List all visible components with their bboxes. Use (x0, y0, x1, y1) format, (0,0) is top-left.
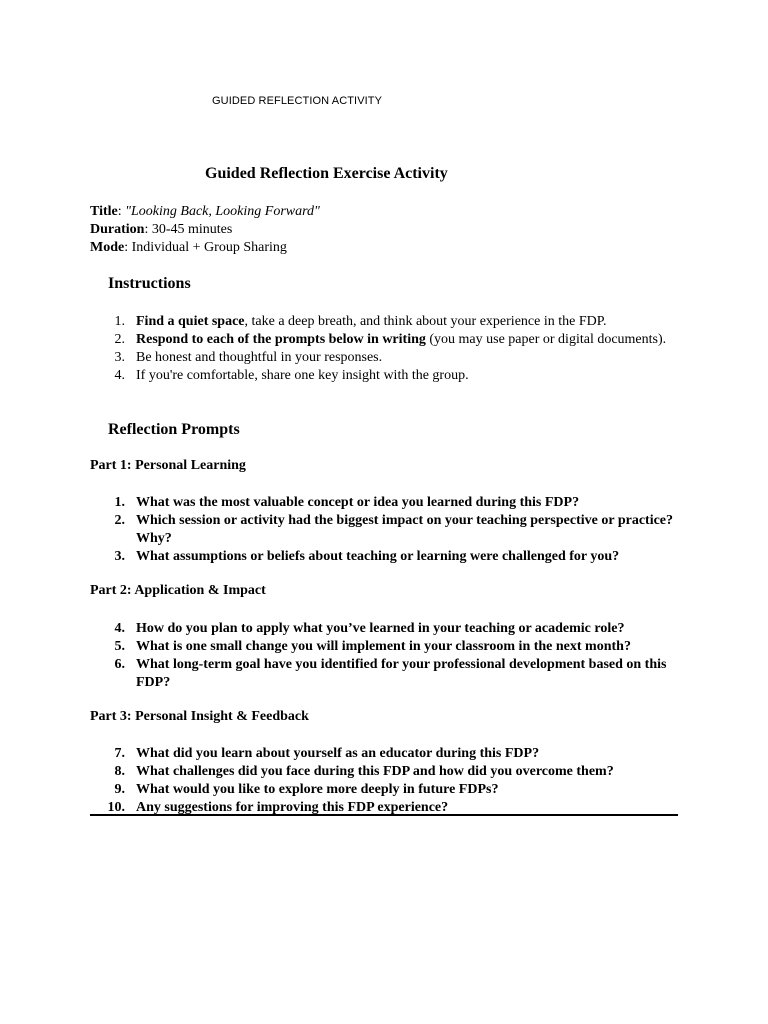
prompt-text: Any suggestions for improving this FDP experience? (136, 800, 449, 815)
item-text: If you're comfortable, share one key insight with the group. (136, 368, 469, 383)
list-number: 8. (114, 764, 125, 779)
instructions-heading: Instructions (108, 275, 191, 292)
reflection-prompts-heading: Reflection Prompts (108, 421, 240, 438)
activity-meta (90, 203, 320, 257)
meta-duration-value: 30-45 minutes (151, 222, 233, 237)
document-title: Guided Reflection Exercise Activity (205, 165, 448, 182)
list-item (90, 745, 680, 763)
instructions-list (90, 313, 680, 385)
list-item (90, 620, 680, 638)
prompt-text: How do you plan to apply what you’ve learned in your teaching or academic role? (136, 621, 625, 636)
prompt-text: What is one small change you will implement in your classroom in the next month? (136, 639, 631, 654)
prompt-text: What challenges did you face during this FDP and how did you overcome them? (136, 764, 614, 779)
item-emphasis: Find a quiet space (136, 314, 245, 329)
list-number: 1. (114, 495, 125, 510)
list-number: 7. (114, 746, 125, 761)
meta-mode-value: Individual + Group Sharing (131, 240, 287, 255)
list-item (90, 763, 680, 781)
item-emphasis: Respond to each of the prompts below in writing (136, 332, 426, 347)
list-item (90, 494, 680, 512)
list-item (90, 781, 680, 799)
prompt-text: What long-term goal have you identified for your professional development based on this FDP? (136, 657, 667, 690)
part-2-heading: Part 2: Application & Impact (90, 583, 266, 598)
list-number: 2. (114, 513, 125, 528)
meta-mode-line (90, 239, 320, 257)
prompt-text: What assumptions or beliefs about teaching or learning were challenged for you? (136, 549, 620, 564)
list-number: 1. (114, 314, 125, 329)
part-3-prompts (90, 745, 680, 817)
list-number: 3. (114, 350, 125, 365)
list-item (90, 367, 680, 385)
meta-duration-label: Duration (90, 222, 145, 237)
list-item (90, 313, 680, 331)
prompt-text: What was the most valuable concept or idea you learned during this FDP? (136, 495, 580, 510)
list-item (90, 638, 680, 656)
item-text: , take a deep breath, and think about your experience in the FDP. (244, 314, 607, 329)
list-number: 10. (107, 800, 125, 815)
list-item (90, 331, 680, 349)
prompt-text: What did you learn about yourself as an educator during this FDP? (136, 746, 540, 761)
item-text: (you may use paper or digital documents). (425, 332, 667, 347)
list-number: 9. (114, 782, 125, 797)
list-item (90, 349, 680, 367)
prompt-text: What would you like to explore more deeply in future FDPs? (136, 782, 499, 797)
meta-mode-label: Mode (90, 240, 125, 255)
prompt-text: Which session or activity had the biggest impact on your teaching perspective or practice? Why? (136, 513, 674, 546)
page-header: GUIDED REFLECTION ACTIVITY (212, 95, 383, 107)
list-number: 4. (114, 368, 125, 383)
meta-separator: : (117, 204, 126, 219)
meta-separator: : (144, 222, 152, 237)
list-number: 3. (114, 549, 125, 564)
list-number: 4. (114, 621, 125, 636)
list-number: 2. (114, 332, 125, 347)
part-1-prompts (90, 494, 680, 566)
meta-separator: : (124, 240, 132, 255)
part-1-heading: Part 1: Personal Learning (90, 458, 246, 473)
list-item (90, 548, 680, 566)
list-item (90, 512, 680, 548)
part-2-prompts (90, 620, 680, 692)
meta-title-label: Title (90, 204, 118, 219)
list-number: 5. (114, 639, 125, 654)
list-number: 6. (114, 657, 125, 672)
horizontal-rule (90, 814, 678, 816)
meta-title-line (90, 203, 320, 221)
list-item (90, 656, 680, 692)
item-text: Be honest and thoughtful in your responses. (136, 350, 383, 365)
meta-duration-line (90, 221, 320, 239)
meta-title-value: "Looking Back, Looking Forward" (125, 204, 320, 219)
part-3-heading: Part 3: Personal Insight & Feedback (90, 709, 309, 724)
